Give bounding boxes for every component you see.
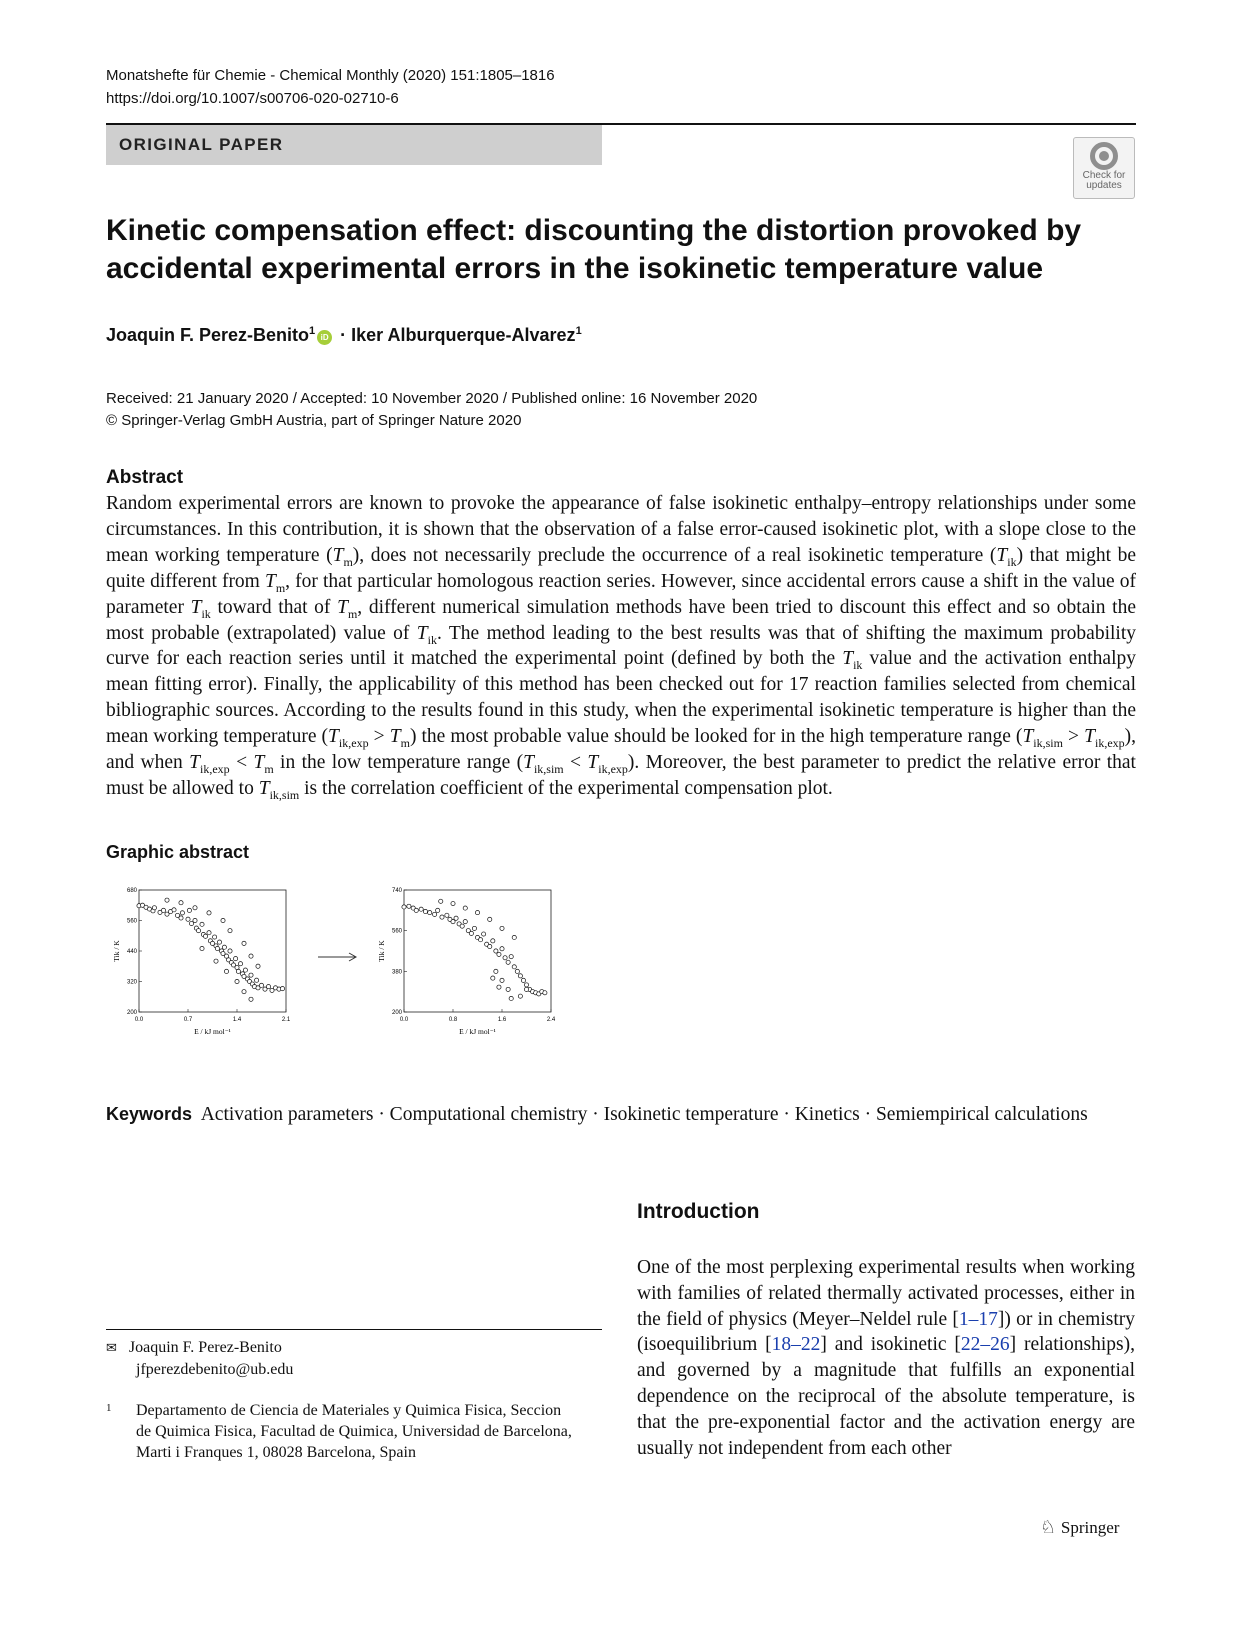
graphic-abstract-heading: Graphic abstract xyxy=(106,842,250,862)
data-point xyxy=(463,906,467,910)
publication-dates xyxy=(106,388,757,432)
data-point xyxy=(454,916,458,920)
y-tick-label: 380 xyxy=(391,969,402,976)
data-point xyxy=(451,901,455,905)
y-tick-label: 200 xyxy=(391,1010,402,1016)
data-point xyxy=(222,945,226,949)
data-point xyxy=(213,935,217,939)
data-point xyxy=(494,969,498,973)
corr-name: Joaquin F. Perez-Benito xyxy=(128,1339,282,1356)
data-point xyxy=(193,906,197,910)
data-point xyxy=(506,960,510,964)
x-tick-label: 1.6 xyxy=(497,1017,507,1023)
data-point xyxy=(475,910,479,914)
data-point xyxy=(518,974,522,978)
scatter-plot-right xyxy=(377,888,556,1036)
y-axis-label: Tik / K xyxy=(112,940,121,962)
doi-link[interactable]: https://doi.org/10.1007/s00706-020-02710-6 xyxy=(106,90,399,107)
footnote-rule xyxy=(106,1329,602,1330)
data-point xyxy=(436,908,440,912)
data-point xyxy=(242,941,246,945)
x-tick-label: 0.0 xyxy=(134,1017,144,1023)
y-tick-label: 200 xyxy=(126,1010,137,1016)
data-point xyxy=(236,969,240,973)
x-tick-label: 2.1 xyxy=(281,1017,291,1023)
envelope-icon: ✉ xyxy=(106,1341,117,1356)
x-axis-label: E / kJ mol⁻¹ xyxy=(459,1027,496,1036)
data-point xyxy=(255,978,259,982)
data-point xyxy=(500,926,504,930)
section-label: ORIGINAL PAPER xyxy=(119,135,284,154)
data-point xyxy=(407,904,411,908)
journal-line: Monatshefte für Chemie - Chemical Monthly (2020) 151:1805–1816 xyxy=(106,67,555,84)
data-point xyxy=(152,906,156,910)
introduction-text: One of the most perplexing experimental results when working with families of related thermally activated processes, either in the field of physics (Meyer–Neldel rule [1–17]) or in chemistry (isoequilibrium [18–22] and isokinetic [22–26] relationships), and governed by a magnitude that fulfills an exponential dependence on the reciprocal of the absolute temperature, is that the pre-exponential factor and the activation energy are usually not independent from each other xyxy=(637,1257,1135,1459)
data-point xyxy=(521,978,525,982)
check-for-updates-badge[interactable] xyxy=(1073,137,1135,199)
data-point xyxy=(423,909,427,913)
data-point xyxy=(512,935,516,939)
data-point xyxy=(460,924,464,928)
data-point xyxy=(196,929,200,933)
x-tick-label: 0.0 xyxy=(399,1017,409,1023)
data-point xyxy=(189,921,193,925)
affil-marker: 1 xyxy=(575,325,582,337)
data-point xyxy=(215,946,219,950)
data-point xyxy=(524,987,528,991)
plot-frame xyxy=(404,890,551,1012)
data-point xyxy=(203,934,207,938)
data-point xyxy=(207,911,211,915)
affiliation xyxy=(106,1400,576,1463)
data-point xyxy=(509,955,513,959)
data-point xyxy=(187,908,191,912)
dates-line: Received: 21 January 2020 / Accepted: 10 November 2020 / Published online: 16 November 2020 xyxy=(106,390,758,407)
abstract-text: Random experimental errors are known to provoke the appearance of false isokinetic enthalpy–entropy relationships under some circumstances. In this contribution, it is shown that the observation of a false error-caused isokinetic plot, with a slope close to the mean working temperature $(T_m)$, does not necessarily preclude the occurrence of a real isokinetic temperature $(T_{ik})$ that might be quite different from $T_m$, for that particular homologous reaction series. However, since accidental errors cause a shift in the value of parameter $T_{ik}$ toward that of $T_m$, different numerical simulation methods have been tried to discount this effect and so obtain the most probable (extrapolated) value of $T_{ik}$. The method leading to the best results was that of shifting the maximum probability curve for each reaction series until it matched the experimental point (defined by both the $T_{ik}$ value and the activation enthalpy mean fitting error). Finally, the applicability of this method has been checked out for 17 reaction families selected from chemical bibliographic sources. According to the results found in this study, when the experimental isokinetic temperature is higher than the mean working temperature $(T_{ik,exp} > T_m)$ the most probable value should be looked for in the high temperature range $(T_{ik,sim} > T_{ik,exp})$, and when $T_{ik,exp} < T_m$ in the low temperature range $(T_{ik,sim} < T_{ik,exp})$. Moreover, the best parameter to predict the relative error that must be allowed to $T_{ik,sim}$ is the correlation coefficient of the experimental compensation plot. xyxy=(106,493,1137,802)
data-point xyxy=(207,931,211,935)
keywords-text: Activation parameters · Computational chemistry · Isokinetic temperature · Kinetics · Semiempirical calculations xyxy=(200,1104,1088,1125)
data-point xyxy=(179,916,183,920)
data-point xyxy=(439,899,443,903)
data-point xyxy=(469,931,473,935)
data-point xyxy=(228,949,232,953)
arrow-icon xyxy=(318,953,356,961)
graphic-abstract-figure xyxy=(106,880,586,1060)
data-point xyxy=(259,983,263,987)
x-tick-label: 0.7 xyxy=(183,1017,193,1023)
data-point xyxy=(488,944,492,948)
data-point xyxy=(249,973,253,977)
data-point xyxy=(524,983,528,987)
y-tick-label: 560 xyxy=(391,928,402,935)
y-tick-label: 440 xyxy=(126,949,137,955)
scatter-plot-left xyxy=(112,888,291,1036)
data-point xyxy=(179,901,183,905)
journal-header xyxy=(106,64,555,110)
data-point xyxy=(428,910,432,914)
data-point xyxy=(543,991,547,995)
data-point xyxy=(165,898,169,902)
affil-marker: 1 xyxy=(309,325,316,337)
orcid-icon[interactable]: iD xyxy=(317,330,332,345)
corr-email[interactable]: jfperezdebenito@ub.edu xyxy=(136,1361,294,1378)
data-point xyxy=(214,959,218,963)
author-list xyxy=(106,325,582,346)
data-point xyxy=(402,905,406,909)
y-tick-label: 560 xyxy=(126,918,137,925)
keywords xyxy=(106,1101,1116,1128)
affil-text: Departamento de Ciencia de Materiales y Quimica Fisica, Seccion de Quimica Fisica, Facultad de Quimica, Universidad de Barcelona, Marti i Franques 1, 08028 Barcelona, Spain xyxy=(136,1402,572,1461)
author-name[interactable]: Iker Alburquerque-Alvarez xyxy=(351,325,576,345)
y-axis-label: Tik / K xyxy=(377,940,386,962)
data-point xyxy=(518,994,522,998)
data-point xyxy=(161,908,165,912)
data-point xyxy=(494,949,498,953)
springer-horse-icon: ♘ xyxy=(1040,1517,1057,1537)
data-point xyxy=(242,990,246,994)
copyright-line: © Springer-Verlag GmbH Austria, part of Springer Nature 2020 xyxy=(106,412,522,429)
x-tick-label: 2.4 xyxy=(546,1017,556,1023)
data-point xyxy=(243,968,247,972)
data-point xyxy=(193,918,197,922)
data-point xyxy=(497,952,501,956)
data-point xyxy=(463,920,467,924)
author-name[interactable]: Joaquin F. Perez-Benito xyxy=(106,325,310,345)
data-point xyxy=(500,978,504,982)
y-tick-label: 320 xyxy=(126,979,137,986)
data-point xyxy=(491,976,495,980)
data-point xyxy=(235,979,239,983)
check-updates-icon xyxy=(1090,142,1118,170)
x-tick-label: 0.8 xyxy=(448,1017,458,1023)
reference-link[interactable]: 18–22 xyxy=(771,1334,821,1356)
data-point xyxy=(180,911,184,915)
data-point xyxy=(221,918,225,922)
data-point xyxy=(433,912,437,916)
data-point xyxy=(488,917,492,921)
data-point xyxy=(440,915,444,919)
data-point xyxy=(224,969,228,973)
data-point xyxy=(234,957,238,961)
data-point xyxy=(451,920,455,924)
data-point xyxy=(172,908,176,912)
publisher-name: Springer xyxy=(1060,1518,1120,1537)
data-point xyxy=(238,962,242,966)
data-point xyxy=(509,996,513,1000)
paper-title: Kinetic compensation effect: discounting the distortion provoked by accidental experimental errors in the isokinetic temperature value xyxy=(106,214,1082,285)
data-point xyxy=(256,964,260,968)
data-point xyxy=(472,926,476,930)
reference-link[interactable]: 22–26 xyxy=(960,1334,1010,1356)
data-point xyxy=(419,907,423,911)
data-point xyxy=(249,954,253,958)
abstract-heading: Abstract xyxy=(106,467,184,488)
data-point xyxy=(512,965,516,969)
corresponding-author xyxy=(106,1337,293,1380)
y-tick-label: 740 xyxy=(391,888,402,894)
introduction-heading: Introduction xyxy=(637,1200,760,1223)
section-bar xyxy=(106,125,602,165)
data-point xyxy=(200,946,204,950)
data-point xyxy=(497,985,501,989)
data-point xyxy=(482,932,486,936)
data-point xyxy=(200,922,204,926)
data-point xyxy=(445,913,449,917)
data-point xyxy=(266,984,270,988)
data-point xyxy=(491,939,495,943)
check-updates-label: Check for updates xyxy=(1082,170,1126,191)
data-point xyxy=(506,987,510,991)
x-tick-label: 1.4 xyxy=(232,1017,242,1023)
reference-link[interactable]: 1–17 xyxy=(958,1308,998,1330)
data-point xyxy=(515,969,519,973)
affil-number: 1 xyxy=(106,1402,112,1414)
data-point xyxy=(414,908,418,912)
data-point xyxy=(186,917,190,921)
data-point xyxy=(280,987,284,991)
keywords-label: Keywords xyxy=(106,1104,193,1124)
data-point xyxy=(503,956,507,960)
x-axis-label: E / kJ mol⁻¹ xyxy=(194,1027,231,1036)
data-point xyxy=(228,929,232,933)
y-tick-label: 680 xyxy=(126,888,137,894)
author-separator: · xyxy=(335,325,352,345)
data-point xyxy=(249,997,253,1001)
springer-logo xyxy=(1040,1517,1119,1538)
data-point xyxy=(478,938,482,942)
data-point xyxy=(217,940,221,944)
plot-frame xyxy=(139,890,286,1012)
data-point xyxy=(500,947,504,951)
